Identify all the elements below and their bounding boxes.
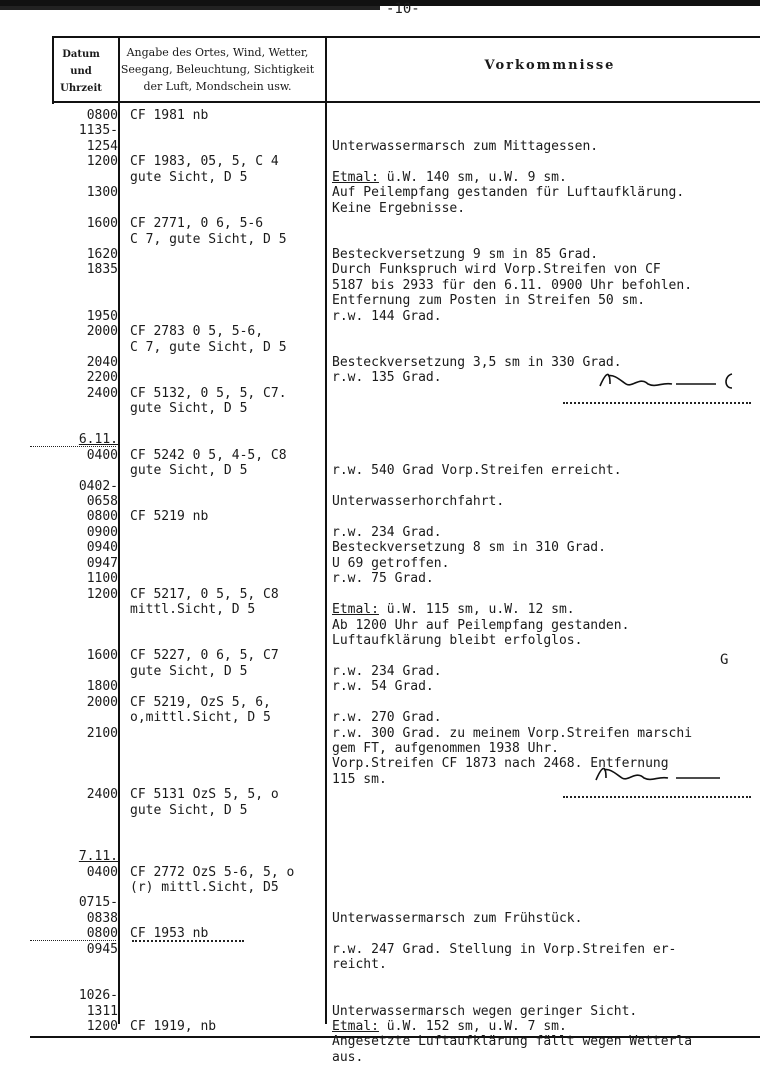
table-row xyxy=(0,571,760,586)
event-text: 115 sm. xyxy=(332,771,387,787)
table-row xyxy=(0,201,760,216)
table-row xyxy=(0,479,760,494)
time-cell: 0715- xyxy=(78,895,118,911)
table-row xyxy=(0,216,760,231)
event-text: Angesetzte Luftaufklärung fällt wegen Wetterla xyxy=(332,1034,693,1050)
header-bottom-rule xyxy=(52,101,760,103)
etmal-label: Etmal: xyxy=(332,1018,379,1034)
position-cell: o,mittl.Sicht, D 5 xyxy=(130,710,271,726)
position-cell: C 7, gute Sicht, D 5 xyxy=(130,231,287,247)
event-cell xyxy=(332,772,387,787)
table-row xyxy=(0,1019,760,1034)
table-row xyxy=(0,834,760,849)
position-cell: CF 5219 nb xyxy=(130,509,209,525)
table-row xyxy=(0,710,760,725)
column-header-date xyxy=(58,46,104,97)
table-row xyxy=(0,324,760,339)
event-text: Auf Peilempfang gestanden für Luftaufklärung. xyxy=(332,185,685,201)
event-cell xyxy=(332,309,442,324)
date-separator-dots xyxy=(30,940,116,941)
event-text: r.w. 247 Grad. Stellung in Vorp.Streifen er- xyxy=(332,941,677,957)
table-row xyxy=(0,633,760,648)
table-row xyxy=(0,818,760,833)
event-text: Besteckversetzung 8 sm in 310 Grad. xyxy=(332,540,606,556)
event-text: Unterwasserhorchfahrt. xyxy=(332,494,505,509)
end-of-day-marker-1 xyxy=(563,402,751,404)
position-cell: gute Sicht, D 5 xyxy=(130,463,248,479)
time-cell: 1600 xyxy=(86,648,118,664)
header-position-line3: der Luft, Mondschein usw. xyxy=(143,80,292,93)
time-cell: 1835 xyxy=(86,262,118,278)
event-cell xyxy=(332,1019,567,1034)
page-number: -10- xyxy=(386,1,420,17)
header-date-line2: und xyxy=(70,66,92,77)
event-cell xyxy=(332,571,434,586)
header-date-line3: Uhrzeit xyxy=(60,83,102,94)
table-row xyxy=(0,540,760,555)
event-cell xyxy=(332,911,582,926)
signature-2 xyxy=(592,760,732,786)
position-cell: CF 5219, OzS 5, 6, xyxy=(130,694,271,710)
table-row xyxy=(0,618,760,633)
position-cell: CF 5242 0 5, 4-5, C8 xyxy=(130,447,287,463)
table-row xyxy=(0,803,760,818)
event-cell xyxy=(332,726,692,741)
time-cell: 1311 xyxy=(86,1003,118,1019)
margin-mark: G xyxy=(720,652,729,668)
position-cell: CF 5227, 0 6, 5, C7 xyxy=(130,648,279,664)
event-text: Unterwassermarsch zum Mittagessen. xyxy=(332,138,599,154)
date-label: 6.11. xyxy=(78,432,118,448)
table-row xyxy=(0,664,760,679)
table-row xyxy=(0,556,760,571)
time-cell: 2000 xyxy=(86,694,118,710)
time-cell: 1620 xyxy=(86,246,118,262)
event-cell xyxy=(332,185,684,200)
event-text: ü.W. 140 sm, u.W. 9 sm. xyxy=(378,169,567,185)
time-cell: 1100 xyxy=(86,571,118,587)
event-text: Unterwassermarsch zum Frühstück. xyxy=(332,910,583,926)
event-text: r.w. 135 Grad. xyxy=(332,370,442,386)
position-cell: CF 5131 OzS 5, 5, o xyxy=(130,787,279,803)
event-text: r.w. 234 Grad. xyxy=(332,524,442,540)
event-cell xyxy=(332,1050,363,1065)
table-row xyxy=(0,942,760,957)
event-cell xyxy=(332,370,442,385)
event-text: r.w. 144 Grad. xyxy=(332,308,442,324)
event-text: ü.W. 152 sm, u.W. 7 sm. xyxy=(378,1018,567,1034)
event-text: Keine Ergebnisse. xyxy=(332,200,466,216)
time-cell: 1300 xyxy=(86,185,118,201)
position-cell: gute Sicht, D 5 xyxy=(130,663,248,679)
time-cell: 0402- xyxy=(78,478,118,494)
event-cell xyxy=(332,170,567,185)
position-cell: CF 1981 nb xyxy=(130,108,209,123)
position-cell: CF 1919, nb xyxy=(130,1018,217,1034)
table-row xyxy=(0,309,760,324)
event-cell xyxy=(332,293,645,308)
time-cell: 2100 xyxy=(86,725,118,741)
table-row xyxy=(0,432,760,447)
table-row xyxy=(0,679,760,694)
header-position-line2: Seegang, Beleuchtung, Sichtigkeit xyxy=(120,63,315,76)
event-text: r.w. 234 Grad. xyxy=(332,663,442,679)
table-row xyxy=(0,1050,760,1065)
time-cell: 0945 xyxy=(86,941,118,957)
event-text: Durch Funkspruch wird Vorp.Streifen von CF xyxy=(332,262,661,278)
time-cell: 2200 xyxy=(86,370,118,386)
etmal-label: Etmal: xyxy=(332,602,379,618)
table-row xyxy=(0,185,760,200)
position-cell: gute Sicht, D 5 xyxy=(130,802,248,818)
table-row xyxy=(0,1004,760,1019)
event-cell xyxy=(332,741,559,756)
position-cell: CF 1983, 05, 5, C 4 xyxy=(130,154,279,170)
event-text: r.w. 540 Grad Vorp.Streifen erreicht. xyxy=(332,463,622,479)
position-cell: CF 2783 0 5, 5-6, xyxy=(130,324,264,340)
time-cell: 1200 xyxy=(86,154,118,170)
event-cell xyxy=(332,710,442,725)
event-text: Besteckversetzung 3,5 sm in 330 Grad. xyxy=(332,355,622,371)
table-row xyxy=(0,602,760,617)
time-cell: 1200 xyxy=(86,1018,118,1034)
table-row xyxy=(0,787,760,802)
etmal-label: Etmal: xyxy=(332,169,379,185)
header-top-rule xyxy=(52,36,760,38)
time-cell: 2000 xyxy=(86,324,118,340)
time-cell: 0947 xyxy=(86,555,118,571)
table-row xyxy=(0,463,760,478)
time-cell: 1950 xyxy=(86,308,118,324)
position-cell: CF 2771, 0 6, 5-6 xyxy=(130,216,264,232)
position-cell: CF 5217, 0 5, 5, C8 xyxy=(130,586,279,602)
table-row xyxy=(0,648,760,663)
event-text: r.w. 75 Grad. xyxy=(332,571,434,587)
event-cell xyxy=(332,540,606,555)
event-text: gem FT, aufgenommen 1938 Uhr. xyxy=(332,741,559,757)
table-row xyxy=(0,988,760,1003)
event-text: Entfernung zum Posten in Streifen 50 sm. xyxy=(332,293,646,309)
event-cell xyxy=(332,355,622,370)
table-row xyxy=(0,232,760,247)
time-cell: 1135- xyxy=(78,123,118,139)
time-cell: 1200 xyxy=(86,586,118,602)
event-text: r.w. 270 Grad. xyxy=(332,710,442,726)
table-row xyxy=(0,1034,760,1049)
event-cell xyxy=(332,139,598,154)
event-text: Vorp.Streifen CF 1873 nach 2468. Entfernung xyxy=(332,756,669,772)
date-label: 7.11. xyxy=(78,849,118,865)
header-date-line1: Datum xyxy=(62,49,100,60)
position-cell: gute Sicht, D 5 xyxy=(130,169,248,185)
table-row xyxy=(0,340,760,355)
event-cell xyxy=(332,494,504,509)
event-cell xyxy=(332,262,661,277)
time-cell: 0838 xyxy=(86,910,118,926)
event-text: r.w. 54 Grad. xyxy=(332,679,434,695)
time-cell: 0940 xyxy=(86,540,118,556)
table-row xyxy=(0,262,760,277)
event-cell xyxy=(332,1004,637,1019)
time-cell: 1600 xyxy=(86,216,118,232)
position-cell: CF 5132, 0 5, 5, C7. xyxy=(130,385,287,401)
top-border-bar-secondary xyxy=(0,6,380,10)
time-cell: 1800 xyxy=(86,679,118,695)
table-row xyxy=(0,247,760,262)
time-cell: 1254 xyxy=(86,138,118,154)
table-row xyxy=(0,587,760,602)
event-text: 5187 bis 2933 für den 6.11. 0900 Uhr befohlen. xyxy=(332,277,693,293)
table-row xyxy=(0,448,760,463)
event-cell xyxy=(332,201,465,216)
time-cell: 0800 xyxy=(86,926,118,942)
dotted-fill-line xyxy=(132,940,244,942)
table-row xyxy=(0,865,760,880)
time-cell: 0800 xyxy=(86,108,118,123)
time-cell: 0400 xyxy=(86,447,118,463)
table-row xyxy=(0,509,760,524)
table-row xyxy=(0,293,760,308)
event-text: Luftaufklärung bleibt erfolglos. xyxy=(332,632,583,648)
table-row xyxy=(0,154,760,169)
table-row xyxy=(0,525,760,540)
event-cell xyxy=(332,618,629,633)
header-position-line1: Angabe des Ortes, Wind, Wetter, xyxy=(126,46,309,59)
table-row xyxy=(0,139,760,154)
time-cell: 1026- xyxy=(78,988,118,1004)
column-header-events: Vorkommnisse xyxy=(484,58,616,73)
position-cell: mittl.Sicht, D 5 xyxy=(130,602,256,618)
time-cell: 0400 xyxy=(86,864,118,880)
event-text: aus. xyxy=(332,1049,364,1065)
table-row xyxy=(0,726,760,741)
table-row xyxy=(0,741,760,756)
table-row xyxy=(0,695,760,710)
table-row xyxy=(0,170,760,185)
event-cell xyxy=(332,525,442,540)
left-border-rule xyxy=(52,36,54,104)
time-cell: 2400 xyxy=(86,385,118,401)
event-cell xyxy=(332,463,622,478)
event-text: U 69 getroffen. xyxy=(332,555,450,571)
position-cell: (r) mittl.Sicht, D5 xyxy=(130,880,279,895)
event-text: Besteckversetzung 9 sm in 85 Grad. xyxy=(332,246,599,262)
table-row xyxy=(0,895,760,910)
table-row xyxy=(0,278,760,293)
table-row xyxy=(0,494,760,509)
event-cell xyxy=(332,942,676,957)
signature-1 xyxy=(596,366,746,394)
time-cell: 0658 xyxy=(86,494,118,509)
event-text: r.w. 300 Grad. zu meinem Vorp.Streifen marschi xyxy=(332,725,693,741)
event-cell xyxy=(332,556,449,571)
position-cell: CF 2772 OzS 5-6, 5, o xyxy=(130,864,295,880)
table-row xyxy=(0,417,760,432)
table-row xyxy=(0,880,760,895)
time-cell: 0800 xyxy=(86,509,118,525)
table-row xyxy=(0,849,760,864)
event-text: ü.W. 115 sm, u.W. 12 sm. xyxy=(378,602,575,618)
event-cell xyxy=(332,633,582,648)
table-row xyxy=(0,123,760,138)
table-row xyxy=(0,957,760,972)
position-cell: CF 1953 nb xyxy=(130,926,209,942)
table-row xyxy=(0,911,760,926)
event-text: Unterwassermarsch wegen geringer Sicht. xyxy=(332,1003,638,1019)
event-cell xyxy=(332,664,442,679)
date-separator-dots xyxy=(30,446,116,447)
event-cell xyxy=(332,1034,692,1049)
table-row xyxy=(0,973,760,988)
position-cell: C 7, gute Sicht, D 5 xyxy=(130,339,287,355)
position-cell: gute Sicht, D 5 xyxy=(130,401,248,417)
event-cell xyxy=(332,247,598,262)
event-cell xyxy=(332,679,434,694)
event-cell xyxy=(332,602,575,617)
time-cell: 2040 xyxy=(86,355,118,371)
event-cell xyxy=(332,957,387,972)
time-cell: 0900 xyxy=(86,524,118,540)
table-row xyxy=(0,108,760,123)
event-text: reicht. xyxy=(332,957,387,973)
event-text: Ab 1200 Uhr auf Peilempfang gestanden. xyxy=(332,617,630,633)
event-cell xyxy=(332,278,692,293)
time-cell: 2400 xyxy=(86,787,118,803)
end-of-day-marker-2 xyxy=(563,796,751,798)
column-header-position xyxy=(110,44,325,95)
